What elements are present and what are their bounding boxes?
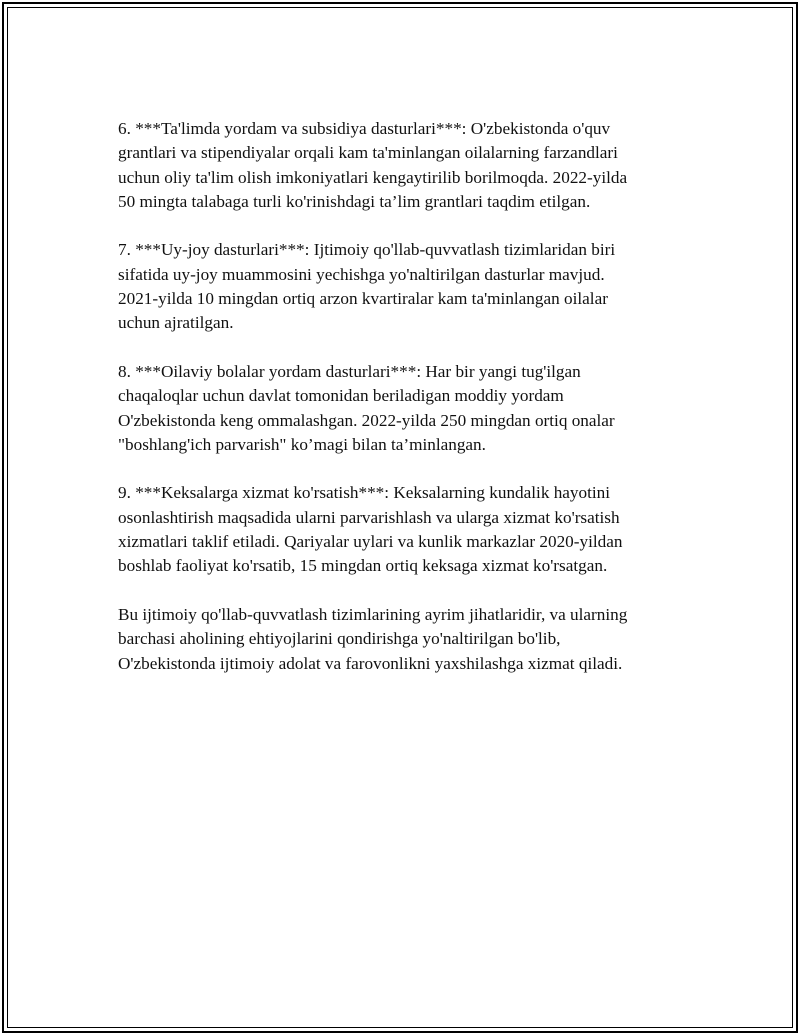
- document-body: [118, 117, 688, 700]
- text-line: sifatida uy-joy muammosini yechishga yo'naltirilgan dasturlar mavjud.: [118, 264, 605, 284]
- text-line: xizmatlari taklif etiladi. Qariyalar uylari va kunlik markazlar 2020-yildan: [118, 532, 623, 552]
- text-line: 9. ***Keksalarga xizmat ko'rsatish***: Keksalarning kundalik hayotini: [118, 483, 611, 503]
- text-line: "boshlang'ich parvarish" ko’magi bilan ta’minlangan.: [118, 434, 486, 454]
- text-line: osonlashtirish maqsadida ularni parvarishlash va ularga xizmat ko'rsatish: [118, 507, 620, 527]
- text-line: 7. ***Uy-joy dasturlari***: Ijtimoiy qo'llab-quvvatlash tizimlaridan biri: [118, 240, 616, 260]
- text-line: O'zbekistonda keng ommalashgan. 2022-yilda 250 mingdan ortiq onalar: [118, 410, 615, 430]
- text-line: chaqaloqlar uchun davlat tomonidan beriladigan moddiy yordam: [118, 386, 564, 406]
- text-line: Bu ijtimoiy qo'llab-quvvatlash tizimlarining ayrim jihatlaridir, va ularning: [118, 604, 628, 624]
- paragraph-education-support: [118, 117, 688, 214]
- text-line: 2021-yilda 10 mingdan ortiq arzon kvartiralar kam ta'minlangan oilalar: [118, 289, 608, 309]
- text-line: grantlari va stipendiyalar orqali kam ta'minlangan oilalarning farzandlari: [118, 143, 618, 163]
- paragraph-elderly-services: [118, 481, 688, 578]
- text-line: 6. ***Ta'limda yordam va subsidiya dasturlari***: O'zbekistonda o'quv: [118, 119, 611, 138]
- text-line: O'zbekistonda ijtimoiy adolat va farovonlikni yaxshilashga xizmat qiladi.: [118, 653, 623, 673]
- text-line: barchasi aholining ehtiyojlarini qondirishga yo'naltirilgan bo'lib,: [118, 629, 561, 649]
- paragraph-conclusion: [118, 603, 688, 676]
- text-line: uchun ajratilgan.: [118, 313, 234, 333]
- paragraph-family-child-support: [118, 360, 688, 457]
- text-line: boshlab faoliyat ko'rsatib, 15 mingdan ortiq keksaga xizmat ko'rsatgan.: [118, 556, 608, 576]
- text-line: 8. ***Oilaviy bolalar yordam dasturlari***: Har bir yangi tug'ilgan: [118, 361, 581, 381]
- text-line: 50 mingta talabaga turli ko'rinishdagi ta’lim grantlari taqdim etilgan.: [118, 191, 591, 211]
- text-line: uchun oliy ta'lim olish imkoniyatlari kengaytirilib borilmoqda. 2022-yilda: [118, 167, 628, 187]
- paragraph-housing-programs: [118, 238, 688, 335]
